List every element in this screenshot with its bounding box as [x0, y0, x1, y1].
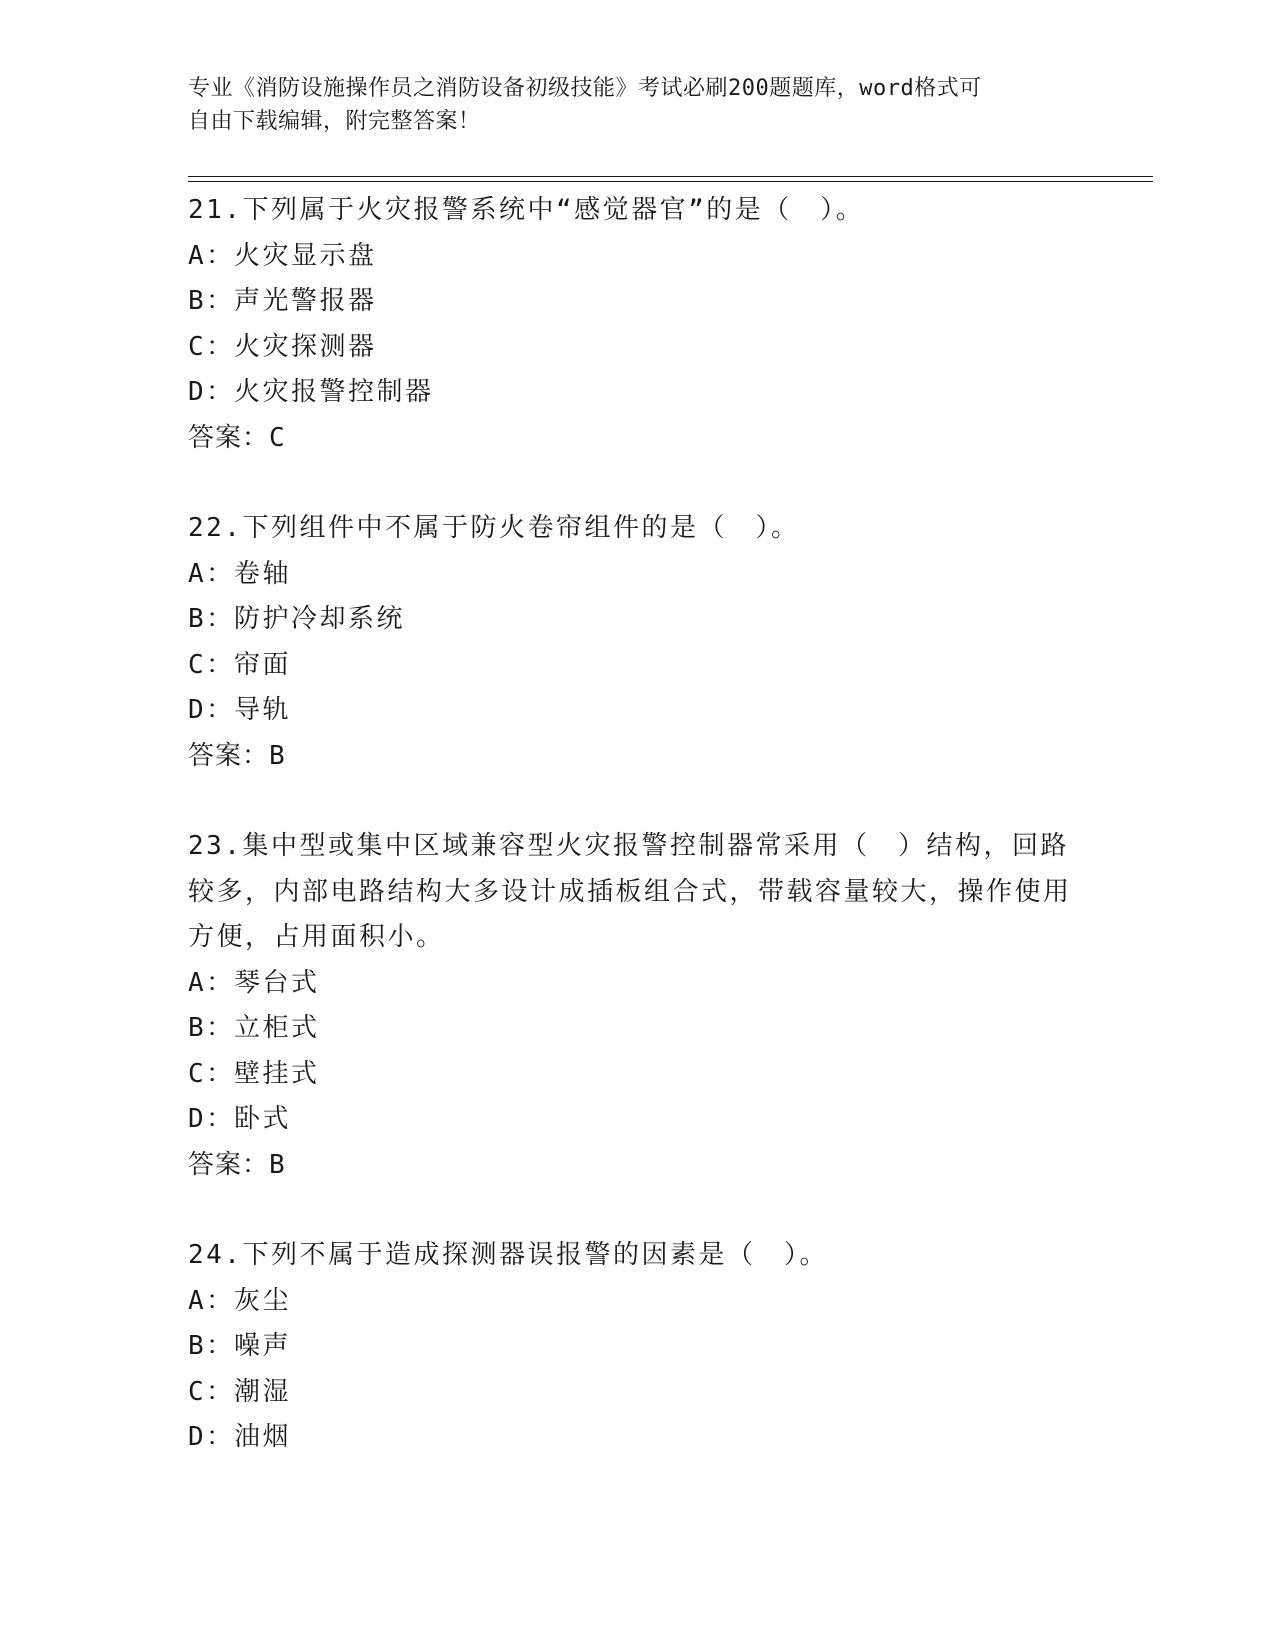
- header-divider-top: [188, 176, 1153, 177]
- option-b: [188, 1324, 1088, 1370]
- option-text: 防护冷却系统: [234, 604, 406, 634]
- option-key: C：: [188, 1376, 235, 1407]
- option-c: [188, 1052, 1088, 1098]
- option-text: 声光警报器: [234, 286, 377, 316]
- option-text: 帘面: [234, 649, 292, 680]
- option-key: D：: [188, 1104, 235, 1134]
- option-key: B：: [188, 1013, 235, 1043]
- question-21: [188, 188, 1088, 461]
- option-key: B：: [188, 286, 235, 316]
- option-a: [188, 1279, 1088, 1325]
- option-a: [188, 961, 1088, 1007]
- option-text: 导轨: [234, 695, 292, 725]
- option-key: D：: [188, 377, 235, 407]
- option-c: [188, 1370, 1088, 1416]
- option-key: D：: [188, 695, 235, 725]
- option-text: 琴台式: [234, 967, 320, 998]
- option-text: 卷轴: [234, 558, 292, 589]
- option-b: [188, 1006, 1088, 1052]
- question-text: 23.集中型或集中区域兼容型火灾报警控制器常采用（ ）结构，回路较多，内部电路结构大多设计成插板组合式，带载容量较大，操作使用方便，占用面积小。: [188, 831, 1072, 952]
- option-key: A：: [188, 967, 235, 998]
- answer-line: 答案：C: [188, 422, 286, 453]
- document-header: [188, 72, 1088, 138]
- option-text: 灰尘: [234, 1285, 292, 1316]
- option-key: B：: [188, 604, 235, 634]
- option-c: [188, 325, 1088, 371]
- question-text: 24.下列不属于造成探测器误报警的因素是（ ）。: [188, 1240, 828, 1270]
- option-text: 火灾显示盘: [234, 240, 377, 271]
- option-key: D：: [188, 1422, 235, 1452]
- option-text: 壁挂式: [234, 1058, 320, 1089]
- option-d: [188, 1097, 1088, 1143]
- option-text: 潮湿: [234, 1376, 292, 1407]
- question-text: 22.下列组件中不属于防火卷帘组件的是（ ）。: [188, 513, 800, 543]
- option-a: [188, 234, 1088, 280]
- option-a: [188, 552, 1088, 598]
- option-text: 噪声: [234, 1331, 292, 1361]
- option-key: C：: [188, 331, 235, 362]
- header-line-2: 自由下载编辑，附完整答案！: [188, 109, 481, 134]
- option-key: A：: [188, 240, 235, 271]
- option-text: 立柜式: [234, 1013, 320, 1043]
- option-d: [188, 370, 1088, 416]
- option-key: B：: [188, 1331, 235, 1361]
- option-d: [188, 688, 1088, 734]
- option-text: 油烟: [234, 1422, 292, 1452]
- question-list: [188, 188, 1088, 1506]
- option-d: [188, 1415, 1088, 1461]
- option-b: [188, 597, 1088, 643]
- question-text: 21.下列属于火灾报警系统中“感觉器官”的是（ ）。: [188, 195, 865, 225]
- answer-line: 答案：B: [188, 1149, 286, 1180]
- option-key: A：: [188, 1285, 235, 1316]
- answer-line: 答案：B: [188, 740, 286, 771]
- option-text: 火灾探测器: [234, 331, 377, 362]
- option-key: C：: [188, 1058, 235, 1089]
- option-text: 卧式: [234, 1104, 292, 1134]
- option-c: [188, 643, 1088, 689]
- question-24: [188, 1233, 1088, 1461]
- question-23: [188, 824, 1088, 1188]
- header-line-1: 专业《消防设施操作员之消防设备初级技能》考试必刷200题题库，word格式可: [188, 76, 982, 101]
- option-text: 火灾报警控制器: [234, 377, 434, 407]
- option-key: C：: [188, 649, 235, 680]
- option-key: A：: [188, 558, 235, 589]
- question-22: [188, 506, 1088, 779]
- header-divider-bottom: [188, 181, 1153, 182]
- option-b: [188, 279, 1088, 325]
